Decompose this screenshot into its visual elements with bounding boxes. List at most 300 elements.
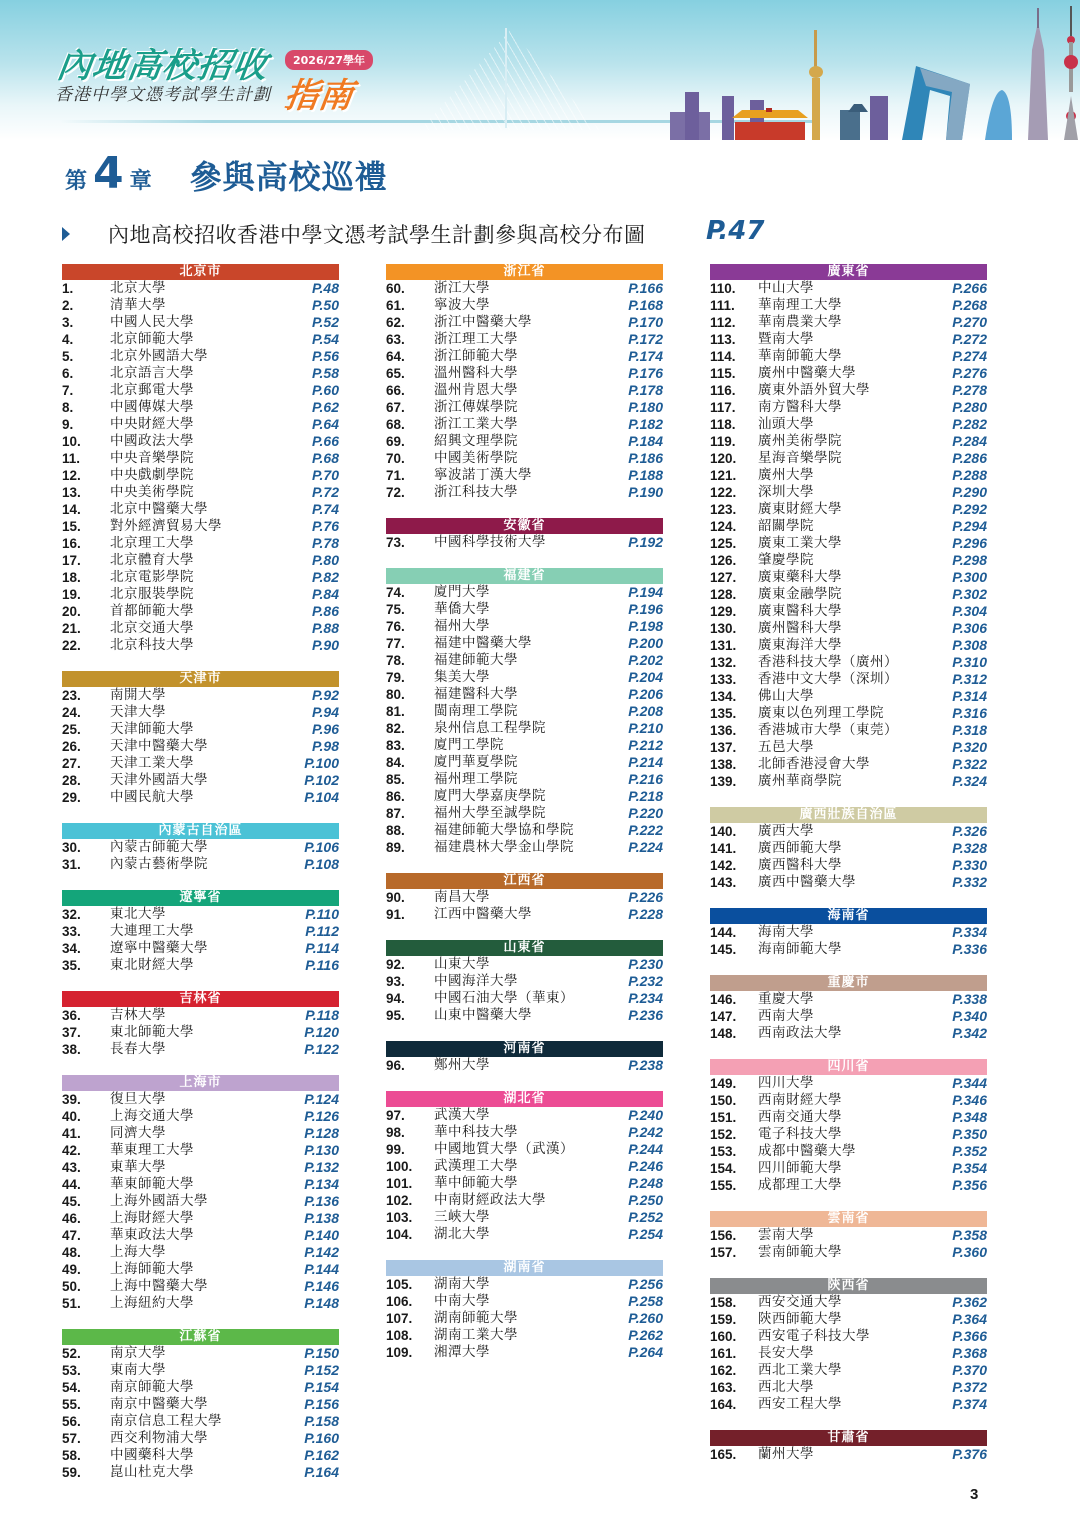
university-page-link[interactable]: P.278: [952, 382, 987, 398]
university-number: 81.: [386, 704, 405, 719]
university-page-link[interactable]: P.138: [304, 1210, 339, 1226]
university-page-link[interactable]: P.326: [952, 823, 987, 839]
university-row: [386, 584, 663, 601]
university-row: [710, 1379, 987, 1396]
university-number: 138.: [710, 757, 737, 772]
university-page-link[interactable]: P.228: [628, 906, 663, 922]
university-number: 160.: [710, 1329, 737, 1344]
university-name: 廣西師範大學: [758, 840, 842, 856]
university-row: [62, 1176, 339, 1193]
university-page-link[interactable]: P.298: [952, 552, 987, 568]
chapter-prefix: 第: [65, 169, 88, 194]
university-row: [62, 839, 339, 856]
university-page-link[interactable]: P.72: [312, 484, 339, 500]
university-page-link[interactable]: P.320: [952, 739, 987, 755]
university-page-link[interactable]: P.322: [952, 756, 987, 772]
university-page-link[interactable]: P.352: [952, 1143, 987, 1159]
university-page-link[interactable]: P.266: [952, 280, 987, 296]
university-row: [710, 484, 987, 501]
university-row: [386, 450, 663, 467]
university-number: 69.: [386, 434, 405, 449]
university-page-link[interactable]: P.366: [952, 1328, 987, 1344]
university-page-link[interactable]: P.122: [304, 1041, 339, 1057]
university-page-link[interactable]: P.374: [952, 1396, 987, 1412]
university-name: 南昌大學: [434, 889, 490, 905]
university-row: [62, 314, 339, 331]
university-page-link[interactable]: P.240: [628, 1107, 663, 1123]
university-page-link[interactable]: P.294: [952, 518, 987, 534]
university-name: 雲南大學: [758, 1227, 814, 1243]
university-page-link[interactable]: P.196: [628, 601, 663, 617]
university-page-link[interactable]: P.290: [952, 484, 987, 500]
university-page-link[interactable]: P.312: [952, 671, 987, 687]
university-number: 8.: [62, 400, 74, 415]
university-name: 香港科技大學（廣州）: [758, 654, 898, 670]
university-number: 89.: [386, 840, 405, 855]
university-page-link[interactable]: P.234: [628, 990, 663, 1006]
university-page-link[interactable]: P.214: [628, 754, 663, 770]
university-number: 142.: [710, 858, 737, 873]
university-page-link[interactable]: P.260: [628, 1310, 663, 1326]
university-page-link[interactable]: P.98: [312, 738, 339, 754]
university-page-link[interactable]: P.170: [628, 314, 663, 330]
university-number: 4.: [62, 332, 74, 347]
university-number: 139.: [710, 774, 737, 789]
university-page-link[interactable]: P.248: [628, 1175, 663, 1191]
university-number: 25.: [62, 722, 81, 737]
university-page-link[interactable]: P.118: [305, 1007, 339, 1023]
university-page-link[interactable]: P.172: [628, 331, 663, 347]
university-page-link[interactable]: P.244: [628, 1141, 663, 1157]
university-page-link[interactable]: P.144: [304, 1261, 339, 1277]
university-row: [62, 1159, 339, 1176]
university-page-link[interactable]: P.154: [304, 1379, 339, 1395]
bridge-cables-decoration: [420, 30, 600, 130]
university-page-link[interactable]: P.132: [304, 1159, 339, 1175]
university-name: 汕頭大學: [758, 416, 814, 432]
university-name: 中國藥科大學: [110, 1447, 194, 1463]
university-page-link[interactable]: P.208: [628, 703, 663, 719]
university-page-link[interactable]: P.358: [952, 1227, 987, 1243]
university-page-link[interactable]: P.334: [952, 924, 987, 940]
university-name: 廣東以色列理工學院: [758, 705, 884, 721]
university-row: [386, 297, 663, 314]
university-page-link[interactable]: P.52: [312, 314, 339, 330]
university-page-link[interactable]: P.180: [628, 399, 663, 415]
university-page-link[interactable]: P.280: [952, 399, 987, 415]
university-page-link[interactable]: P.206: [628, 686, 663, 702]
university-page-link[interactable]: P.106: [304, 839, 339, 855]
university-page-link[interactable]: P.364: [952, 1311, 987, 1327]
university-page-link[interactable]: P.142: [304, 1244, 339, 1260]
university-number: 108.: [386, 1328, 413, 1343]
university-name: 西南大學: [758, 1008, 814, 1024]
university-page-link[interactable]: P.344: [952, 1075, 987, 1091]
university-page-link[interactable]: P.220: [628, 805, 663, 821]
university-row: [386, 534, 663, 551]
university-page-link[interactable]: P.86: [312, 603, 339, 619]
university-number: 78.: [386, 653, 405, 668]
university-row: [386, 1276, 663, 1293]
region-section: [62, 890, 339, 974]
university-page-link[interactable]: P.200: [628, 635, 663, 651]
university-name: 廣州美術學院: [758, 433, 842, 449]
university-page-link[interactable]: P.162: [304, 1447, 339, 1463]
university-number: 59.: [62, 1465, 81, 1480]
university-page-link[interactable]: P.60: [312, 382, 339, 398]
university-number: 54.: [62, 1380, 81, 1395]
region-section: [62, 823, 339, 873]
university-page-link[interactable]: P.254: [628, 1226, 663, 1242]
university-row: [710, 924, 987, 941]
university-page-link[interactable]: P.332: [952, 874, 987, 890]
page-number: 3: [970, 1486, 979, 1503]
university-page-link[interactable]: P.304: [952, 603, 987, 619]
university-number: 132.: [710, 655, 737, 670]
university-name: 華中科技大學: [434, 1124, 518, 1140]
university-number: 26.: [62, 739, 81, 754]
university-page-link[interactable]: P.148: [304, 1295, 339, 1311]
university-name: 武漢理工大學: [434, 1158, 518, 1174]
university-row: [386, 771, 663, 788]
university-page-link[interactable]: P.160: [304, 1430, 339, 1446]
university-number: 116.: [710, 383, 736, 398]
university-page-link[interactable]: P.156: [304, 1396, 339, 1412]
university-page-link[interactable]: P.120: [304, 1024, 339, 1040]
region-header: 湖南省: [386, 1260, 663, 1276]
university-name: 福州大學至誠學院: [434, 805, 546, 821]
university-number: 13.: [62, 485, 81, 500]
university-row: [386, 1175, 663, 1192]
university-page-link[interactable]: P.116: [305, 957, 339, 973]
university-page-link[interactable]: P.360: [952, 1244, 987, 1260]
university-name: 長春大學: [110, 1041, 166, 1057]
university-number: 110.: [710, 281, 736, 296]
university-number: 109.: [386, 1345, 413, 1360]
university-number: 10.: [62, 434, 81, 449]
university-name: 四川大學: [758, 1075, 814, 1091]
university-row: [710, 1075, 987, 1092]
university-page-link[interactable]: P.252: [628, 1209, 663, 1225]
university-page-link[interactable]: P.54: [312, 331, 339, 347]
university-row: [62, 721, 339, 738]
university-page-link[interactable]: P.198: [628, 618, 663, 634]
university-page-link[interactable]: P.376: [952, 1446, 987, 1462]
university-row: [710, 1311, 987, 1328]
university-page-link[interactable]: P.308: [952, 637, 987, 653]
university-page-link[interactable]: P.276: [952, 365, 987, 381]
university-page-link[interactable]: P.292: [952, 501, 987, 517]
university-number: 15.: [62, 519, 81, 534]
university-page-link[interactable]: P.222: [628, 822, 663, 838]
university-page-link[interactable]: P.264: [628, 1344, 663, 1360]
university-page-link[interactable]: P.134: [304, 1176, 339, 1192]
university-page-link[interactable]: P.102: [304, 772, 339, 788]
university-page-link[interactable]: P.178: [628, 382, 663, 398]
university-page-link[interactable]: P.204: [628, 669, 663, 685]
university-row: [710, 331, 987, 348]
university-page-link[interactable]: P.182: [628, 416, 663, 432]
university-number: 147.: [710, 1009, 737, 1024]
university-page-link[interactable]: P.348: [952, 1109, 987, 1125]
university-number: 27.: [62, 756, 81, 771]
university-number: 117.: [710, 400, 736, 415]
university-page-link[interactable]: P.176: [628, 365, 663, 381]
university-page-link[interactable]: P.94: [312, 704, 339, 720]
university-page-link[interactable]: P.286: [952, 450, 987, 466]
university-name: 浙江傳媒學院: [434, 399, 518, 415]
university-page-link[interactable]: P.140: [304, 1227, 339, 1243]
university-page-link[interactable]: P.164: [304, 1464, 339, 1480]
university-page-link[interactable]: P.78: [312, 535, 339, 551]
university-page-link[interactable]: P.108: [304, 856, 339, 872]
university-page-link[interactable]: P.230: [628, 956, 663, 972]
university-page-link[interactable]: P.66: [312, 433, 339, 449]
university-page-link[interactable]: P.282: [952, 416, 987, 432]
region-section: [386, 568, 663, 856]
university-number: 105.: [386, 1277, 413, 1292]
university-page-link[interactable]: P.96: [312, 721, 339, 737]
university-page-link[interactable]: P.150: [304, 1345, 339, 1361]
university-page-link[interactable]: P.310: [952, 654, 987, 670]
university-number: 76.: [386, 619, 405, 634]
university-name: 上海外國語大學: [110, 1193, 208, 1209]
university-page-link[interactable]: P.190: [628, 484, 663, 500]
university-page-link[interactable]: P.76: [312, 518, 339, 534]
university-name: 廣州醫科大學: [758, 620, 842, 636]
university-number: 143.: [710, 875, 737, 890]
university-page-link[interactable]: P.218: [628, 788, 663, 804]
university-page-link[interactable]: P.318: [952, 722, 987, 738]
university-page-link[interactable]: P.324: [952, 773, 987, 789]
university-row: [62, 603, 339, 620]
university-name: 南開大學: [110, 687, 166, 703]
university-page-link[interactable]: P.90: [312, 637, 339, 653]
university-page-link[interactable]: P.184: [628, 433, 663, 449]
university-page-link[interactable]: P.362: [952, 1294, 987, 1310]
university-page-link[interactable]: P.262: [628, 1327, 663, 1343]
region-header: 吉林省: [62, 991, 339, 1007]
university-name: 三峽大學: [434, 1209, 490, 1225]
university-page-link[interactable]: P.110: [305, 906, 339, 922]
university-name: 華中師範大學: [434, 1175, 518, 1191]
university-name: 湖北大學: [434, 1226, 490, 1242]
university-page-link[interactable]: P.300: [952, 569, 987, 585]
university-page-link[interactable]: P.256: [628, 1276, 663, 1292]
region-header: 內蒙古自治區: [62, 823, 339, 839]
chapter-title: 參與高校巡禮: [189, 158, 388, 196]
university-page-link[interactable]: P.370: [952, 1362, 987, 1378]
university-number: 99.: [386, 1142, 405, 1157]
university-page-link[interactable]: P.330: [952, 857, 987, 873]
university-page-link[interactable]: P.210: [628, 720, 663, 736]
university-page-link[interactable]: P.50: [312, 297, 339, 313]
university-name: 中國石油大學（華東）: [434, 990, 574, 1006]
university-page-link[interactable]: P.288: [952, 467, 987, 483]
university-row: [386, 484, 663, 501]
university-page-link[interactable]: P.92: [312, 687, 339, 703]
university-row: [710, 382, 987, 399]
university-page-link[interactable]: P.216: [628, 771, 663, 787]
university-name: 四川師範大學: [758, 1160, 842, 1176]
university-page-link[interactable]: P.356: [952, 1177, 987, 1193]
university-row: [62, 856, 339, 873]
university-number: 41.: [62, 1126, 81, 1141]
university-row: [386, 1124, 663, 1141]
university-page-link[interactable]: P.64: [312, 416, 339, 432]
university-page-link[interactable]: P.158: [304, 1413, 339, 1429]
university-number: 9.: [62, 417, 74, 432]
university-number: 1.: [62, 281, 74, 296]
university-page-link[interactable]: P.168: [628, 297, 663, 313]
university-page-link[interactable]: P.250: [628, 1192, 663, 1208]
university-page-link[interactable]: P.350: [952, 1126, 987, 1142]
university-page-link[interactable]: P.68: [312, 450, 339, 466]
university-page-link[interactable]: P.82: [312, 569, 339, 585]
university-number: 35.: [62, 958, 81, 973]
university-page-link[interactable]: P.238: [628, 1057, 663, 1073]
university-page-link[interactable]: P.136: [304, 1193, 339, 1209]
university-name: 東北財經大學: [110, 957, 194, 973]
university-page-link[interactable]: P.316: [952, 705, 987, 721]
university-row: [710, 450, 987, 467]
university-page-link[interactable]: P.296: [952, 535, 987, 551]
university-number: 85.: [386, 772, 405, 787]
university-page-link[interactable]: P.338: [952, 991, 987, 1007]
university-page-link[interactable]: P.372: [952, 1379, 987, 1395]
university-number: 58.: [62, 1448, 81, 1463]
university-page-link[interactable]: P.346: [952, 1092, 987, 1108]
city-skyline-illustration: [640, 0, 1080, 140]
university-row: [62, 755, 339, 772]
university-row: [62, 1295, 339, 1312]
university-page-link[interactable]: P.56: [312, 348, 339, 364]
university-page-link[interactable]: P.114: [305, 940, 339, 956]
university-page-link[interactable]: P.188: [628, 467, 663, 483]
university-page-link[interactable]: P.84: [312, 586, 339, 602]
university-page-link[interactable]: P.314: [952, 688, 987, 704]
university-page-link[interactable]: P.270: [952, 314, 987, 330]
university-page-link[interactable]: P.342: [952, 1025, 987, 1041]
university-number: 129.: [710, 604, 737, 619]
university-row: [62, 1278, 339, 1295]
university-page-link[interactable]: P.274: [952, 348, 987, 364]
university-page-link[interactable]: P.58: [312, 365, 339, 381]
university-name: 上海紐約大學: [110, 1295, 194, 1311]
university-page-link[interactable]: P.166: [628, 280, 663, 296]
university-name: 北京體育大學: [110, 552, 194, 568]
university-row: [62, 1210, 339, 1227]
university-number: 71.: [386, 468, 405, 483]
university-page-link[interactable]: P.336: [952, 941, 987, 957]
university-page-link[interactable]: P.130: [304, 1142, 339, 1158]
university-page-link[interactable]: P.70: [312, 467, 339, 483]
university-page-link[interactable]: P.246: [628, 1158, 663, 1174]
university-page-link[interactable]: P.258: [628, 1293, 663, 1309]
university-page-link[interactable]: P.104: [304, 789, 339, 805]
university-row: [62, 1345, 339, 1362]
university-page-link[interactable]: P.202: [628, 652, 663, 668]
region-header: 四川省: [710, 1059, 987, 1075]
university-number: 51.: [62, 1296, 81, 1311]
university-page-link[interactable]: P.146: [304, 1278, 339, 1294]
university-page-link[interactable]: P.186: [628, 450, 663, 466]
university-page-link[interactable]: P.62: [312, 399, 339, 415]
university-page-link[interactable]: P.306: [952, 620, 987, 636]
university-number: 49.: [62, 1262, 81, 1277]
university-page-link[interactable]: P.74: [312, 501, 339, 517]
university-page-link[interactable]: P.268: [952, 297, 987, 313]
university-page-link[interactable]: P.80: [312, 552, 339, 568]
university-page-link[interactable]: P.284: [952, 433, 987, 449]
university-page-link[interactable]: P.152: [304, 1362, 339, 1378]
university-page-link[interactable]: P.340: [952, 1008, 987, 1024]
university-page-link[interactable]: P.328: [952, 840, 987, 856]
university-page-link[interactable]: P.194: [628, 584, 663, 600]
university-row: [62, 1142, 339, 1159]
university-page-link[interactable]: P.124: [304, 1091, 339, 1107]
university-page-link[interactable]: P.128: [304, 1125, 339, 1141]
university-page-link[interactable]: P.272: [952, 331, 987, 347]
university-name: 清華大學: [110, 297, 166, 313]
university-page-link[interactable]: P.236: [628, 1007, 663, 1023]
university-name: 香港城市大學（東莞）: [758, 722, 898, 738]
university-row: [62, 789, 339, 806]
university-number: 82.: [386, 721, 405, 736]
university-number: 148.: [710, 1026, 737, 1041]
university-number: 12.: [62, 468, 81, 483]
university-page-link[interactable]: P.192: [628, 534, 663, 550]
university-page-link[interactable]: P.88: [312, 620, 339, 636]
university-name: 陝西師範大學: [758, 1311, 842, 1327]
university-page-link[interactable]: P.226: [628, 889, 663, 905]
university-number: 37.: [62, 1025, 81, 1040]
university-name: 上海中醫藥大學: [110, 1278, 208, 1294]
university-number: 47.: [62, 1228, 81, 1243]
university-page-link[interactable]: P.224: [628, 839, 663, 855]
university-name: 湖南大學: [434, 1276, 490, 1292]
university-number: 95.: [386, 1008, 405, 1023]
university-page-link[interactable]: P.354: [952, 1160, 987, 1176]
university-name: 北京交通大學: [110, 620, 194, 636]
university-number: 157.: [710, 1245, 737, 1260]
region-header: 安徽省: [386, 518, 663, 534]
university-number: 65.: [386, 366, 405, 381]
university-page-link[interactable]: P.232: [628, 973, 663, 989]
university-name: 北京科技大學: [110, 637, 194, 653]
university-number: 42.: [62, 1143, 81, 1158]
university-page-link[interactable]: P.112: [305, 923, 339, 939]
university-row: [710, 1109, 987, 1126]
university-row: [710, 535, 987, 552]
university-page-link[interactable]: P.368: [952, 1345, 987, 1361]
university-row: [386, 1158, 663, 1175]
university-number: 61.: [386, 298, 405, 313]
university-page-link[interactable]: P.212: [628, 737, 663, 753]
university-row: [710, 840, 987, 857]
section-page-link[interactable]: P.47: [706, 216, 765, 246]
university-number: 68.: [386, 417, 405, 432]
university-page-link[interactable]: P.242: [628, 1124, 663, 1140]
region-section: [386, 940, 663, 1024]
university-name: 福州理工學院: [434, 771, 518, 787]
university-row: [710, 280, 987, 297]
university-page-link[interactable]: P.48: [312, 280, 339, 296]
university-page-link[interactable]: P.100: [304, 755, 339, 771]
university-page-link[interactable]: P.302: [952, 586, 987, 602]
university-page-link[interactable]: P.126: [304, 1108, 339, 1124]
university-page-link[interactable]: P.174: [628, 348, 663, 364]
